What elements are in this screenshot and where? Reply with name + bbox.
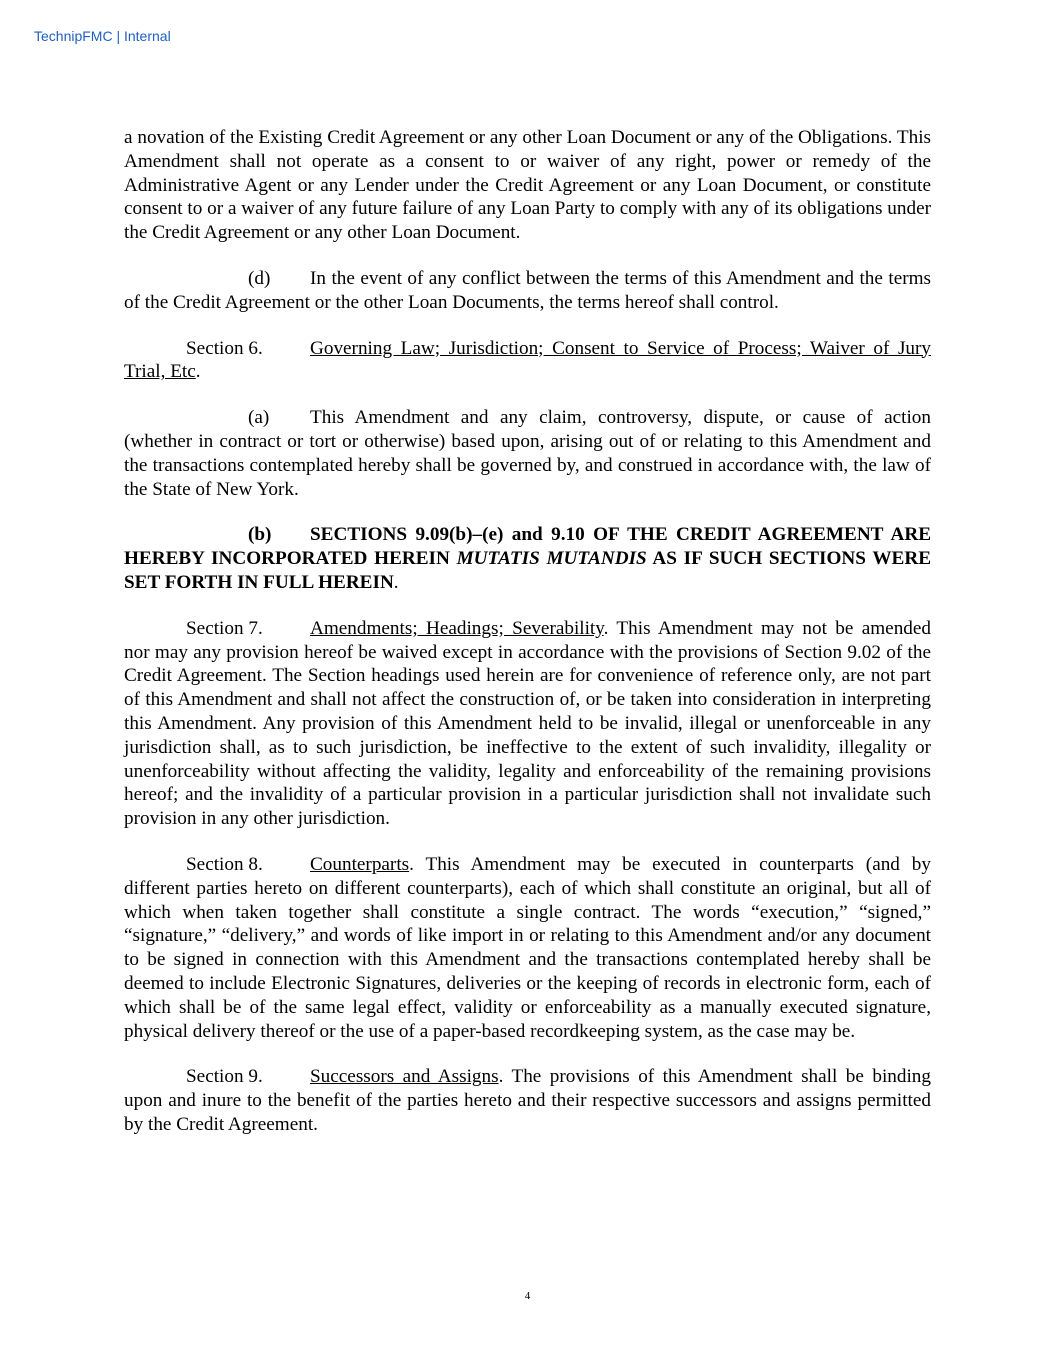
clause-text-b-italic: MUTATIS MUTANDIS <box>456 548 647 570</box>
section-8-text: . This Amendment may be executed in counterparts (and by different parties hereto on different counterparts), each of which shall constitute an original, but all of which when taken together shall constitute a single contract. The words “execution,” “signed,” “signature,” “delivery,” and words of like import in or relating to this Amendment and/or any document to be signed in connection with this Amendment and the transactions contemplated hereby shall be deemed to include Electronic Signatures, deliveries or the keeping of records in electronic form, each of which shall be of the same legal effect, validity or enforceability as a manually executed signature, physical delivery thereof or the use of a paper-based recordkeeping system, as the case may be. <box>124 853 931 1042</box>
clause-text-d: In the event of any conflict between the terms of this Amendment and the terms of the Credit Agreement or the other Loan Documents, the terms hereof shall control. <box>124 267 931 313</box>
clause-text-b-1: SECTIONS 9.09(b)–(e) and 9.10 OF THE CREDIT AGREEMENT ARE HEREBY INCORPORATED HEREIN <box>124 524 931 570</box>
section-9-title: Successors and Assigns <box>310 1066 499 1088</box>
page-number: 4 <box>524 1290 531 1302</box>
paragraph-d <box>124 267 931 315</box>
section-9-label: Section 9. <box>186 1066 263 1088</box>
section-6-period: . <box>195 361 201 383</box>
section-6-heading <box>124 337 931 385</box>
section-6-label: Section 6. <box>186 337 263 359</box>
section-8 <box>124 853 931 1043</box>
clause-label-d: (d) <box>248 267 271 289</box>
clause-b-period: . <box>393 571 399 593</box>
section-7-text: . This Amendment may not be amended nor may any provision hereof be waived except in accordance with the provisions of Section 9.02 of the Credit Agreement. The Section headings used herein are for convenience of reference only, are not part of this Amendment and shall not affect the construction of, or be taken into consideration in interpreting this Amendment. Any provision of this Amendment held to be invalid, illegal or unenforceable in any jurisdiction shall, as to such jurisdiction, be ineffective to the extent of such invalidity, illegality or unenforceability without affecting the validity, legality and enforceability of the remaining provisions hereof; and the invalidity of a particular provision in a particular jurisdiction shall not invalidate such provision in any other jurisdiction. <box>124 617 931 830</box>
document-body <box>124 126 931 1159</box>
paragraph-a <box>124 406 931 501</box>
classification-label: TechnipFMC | Internal <box>34 28 171 44</box>
section-7-label: Section 7. <box>186 617 263 639</box>
clause-label-b: (b) <box>248 524 272 546</box>
section-9 <box>124 1065 931 1136</box>
section-7 <box>124 617 931 831</box>
clause-label-a: (a) <box>248 407 270 429</box>
section-8-title: Counterparts <box>310 853 410 875</box>
section-7-title: Amendments; Headings; Severability <box>310 617 604 639</box>
paragraph-b <box>124 523 931 594</box>
section-6-title: Governing Law; Jurisdiction; Consent to Service of Process; Waiver of Jury Trial, Etc <box>124 337 931 383</box>
clause-text-b-2: AS IF SUCH SECTIONS WERE SET FORTH IN FULL HEREIN <box>124 548 931 593</box>
section-8-label: Section 8. <box>186 853 263 875</box>
clause-text-a: This Amendment and any claim, controversy, dispute, or cause of action (whether in contract or tort or otherwise) based upon, arising out of or relating to this Amendment and the transactions contemplated hereby shall be governed by, and construed in accordance with, the law of the State of New York. <box>124 407 931 500</box>
paragraph-novation: a novation of the Existing Credit Agreement or any other Loan Document or any of the Obligations. This Amendment shall not operate as a consent to or waiver of any right, power or remedy of the Administrative Agent or any Lender under the Credit Agreement or any Loan Document, or constitute consent to or a waiver of any future failure of any Loan Party to comply with any of its obligations under the Credit Agreement or any other Loan Document. <box>124 127 931 244</box>
section-9-text: . The provisions of this Amendment shall be binding upon and inure to the benefit of the parties hereto and their respective successors and assigns permitted by the Credit Agreement. <box>124 1066 931 1135</box>
